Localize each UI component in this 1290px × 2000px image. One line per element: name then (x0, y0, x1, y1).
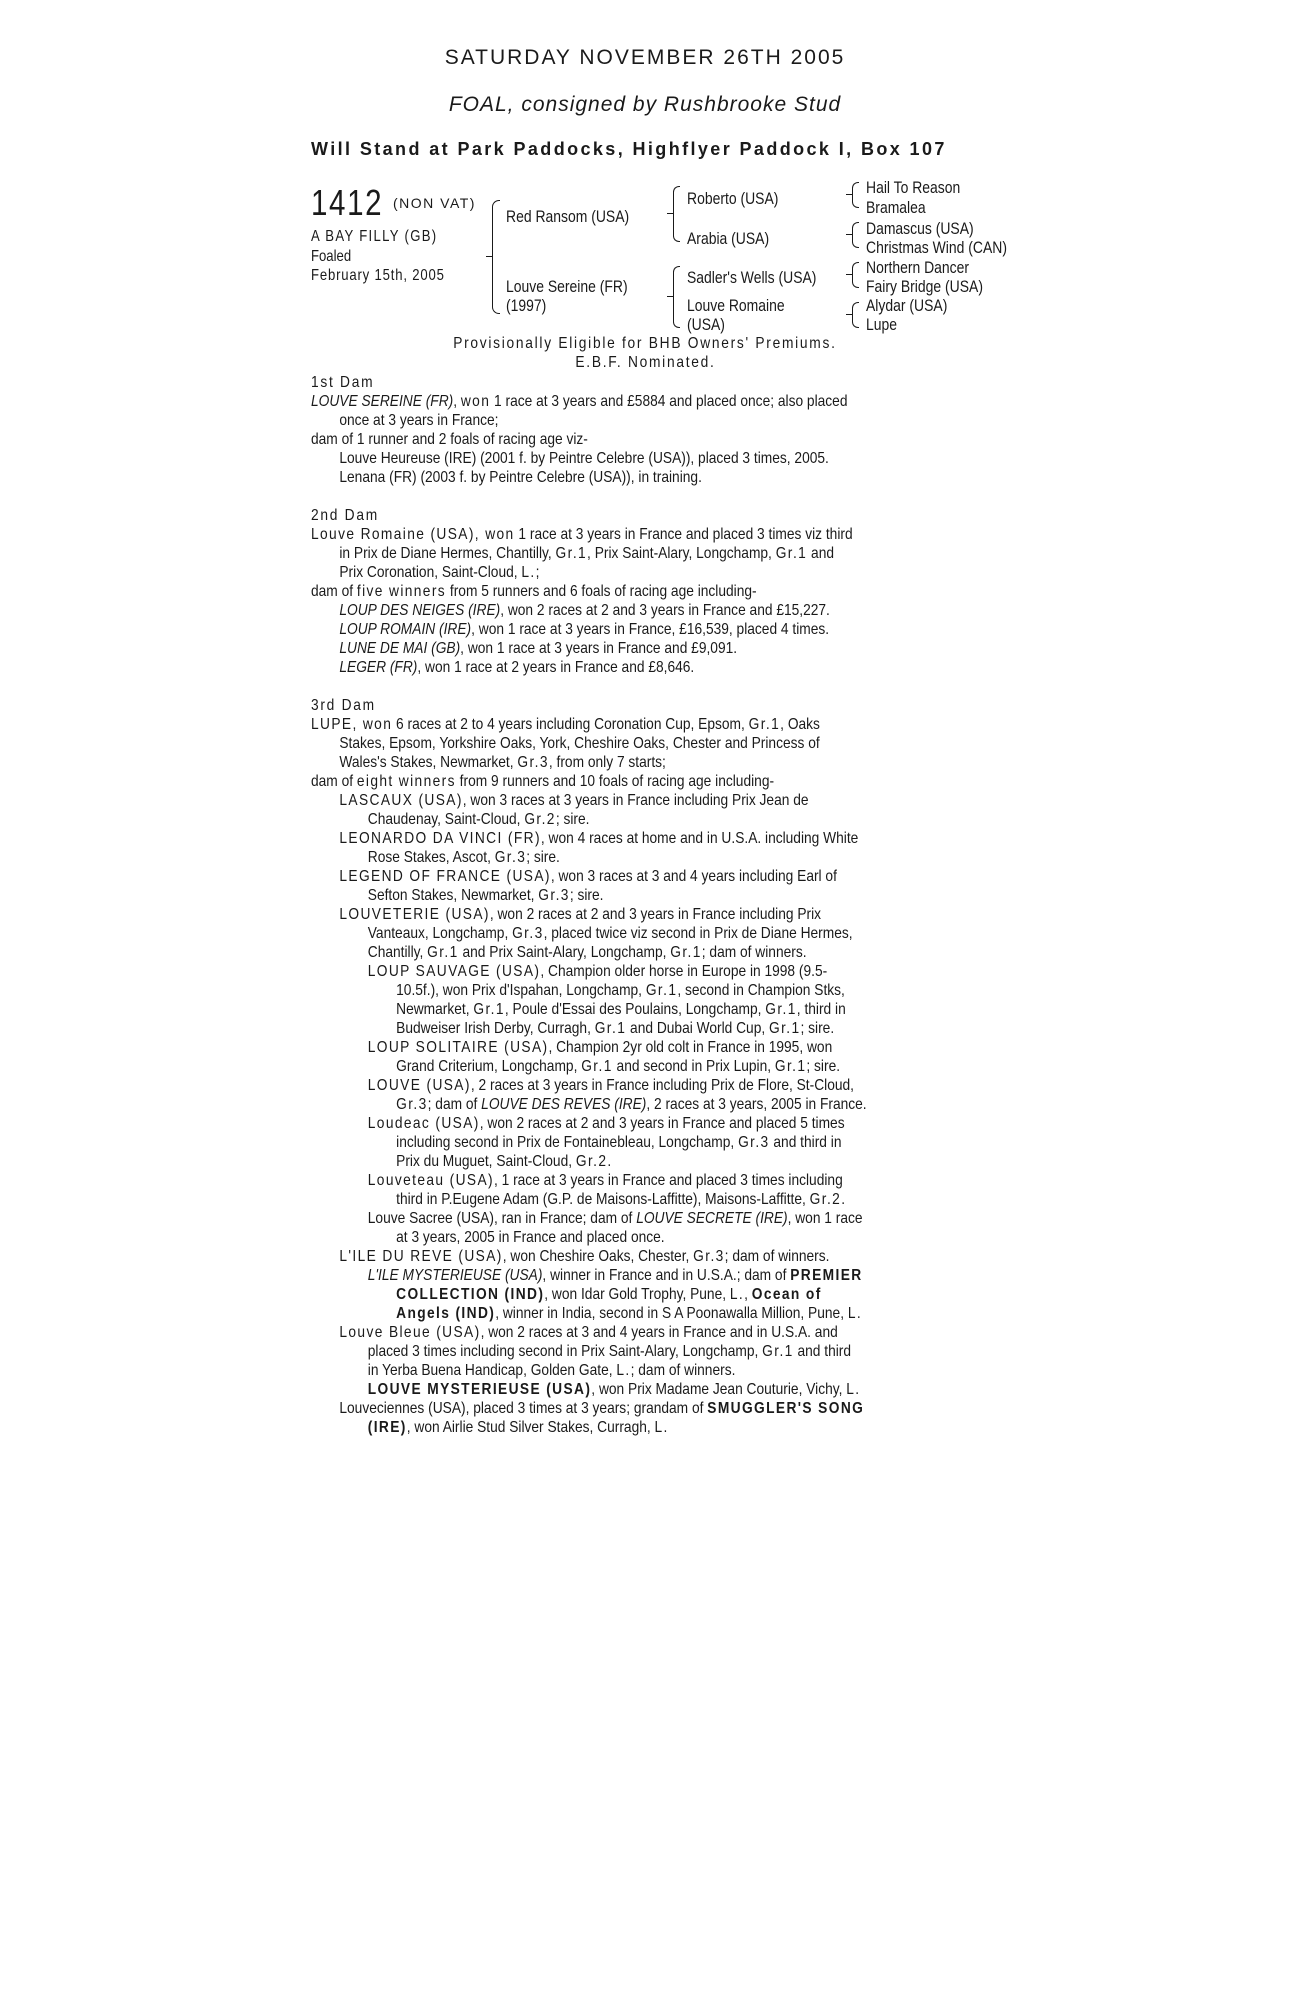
third-dam-produce: third in P.Eugene Adam (G.P. de Maisons-Laffitte), Maisons-Laffitte, Gr.2. (396, 1191, 846, 1208)
third-dam-produce: Vanteaux, Longchamp, Gr.3, placed twice viz second in Prix de Diane Hermes, (367, 925, 853, 942)
third-dam-produce: L'ILE MYSTERIEUSE (USA), winner in France and in U.S.A.; dam of PREMIER (367, 1267, 863, 1284)
pedigree-sire-dam: Arabia (USA) (687, 229, 770, 248)
lot-number: 1412 (311, 182, 384, 223)
pedigree-brace (492, 200, 500, 314)
pedigree-brace (673, 266, 680, 328)
third-dam-line: Wales's Stakes, Newmarket, Gr.3, from only 7 starts; (339, 754, 666, 771)
pedigree-brace (673, 186, 680, 242)
third-dam-produce: Newmarket, Gr.1, Poule d'Essai des Poulains, Longchamp, Gr.1, third in (396, 1001, 846, 1018)
pedigree-brace-tip (846, 274, 852, 275)
pedigree-brace-tip (846, 234, 852, 235)
third-dam-produce: 10.5f.), won Prix d'Ispahan, Longchamp, Gr.1, second in Champion Stks, (396, 982, 845, 999)
third-dam-produce: LEGEND OF FRANCE (USA), won 3 races at 3 and 4 years including Earl of (339, 868, 837, 885)
second-dam-line: Prix Coronation, Saint-Cloud, L.; (339, 564, 540, 581)
second-dam-heading: 2nd Dam (311, 507, 379, 524)
pedigree-brace (852, 182, 859, 208)
third-dam-produce: Louve Bleue (USA), won 2 races at 3 and 4 years in France and in U.S.A. and (339, 1324, 838, 1341)
third-dam-produce: Rose Stakes, Ascot, Gr.3; sire. (367, 849, 560, 866)
pedigree-g3-1: Hail To Reason (866, 178, 961, 197)
third-dam-produce: Loudeac (USA), won 2 races at 2 and 3 years in France and placed 5 times (367, 1115, 845, 1132)
pedigree-brace-tip (667, 296, 673, 297)
second-dam-line: dam of five winners from 5 runners and 6 foals of racing age including- (311, 583, 757, 600)
pedigree-brace (852, 262, 859, 288)
pedigree-dam-sire: Sadler's Wells (USA) (687, 268, 817, 287)
pedigree-sire-sire: Roberto (USA) (687, 189, 779, 208)
third-dam-produce: LOUP SAUVAGE (USA), Champion older horse in Europe in 1998 (9.5- (367, 963, 828, 980)
third-dam-line: Stakes, Epsom, Yorkshire Oaks, York, Cheshire Oaks, Chester and Princess of (339, 735, 820, 752)
third-dam-line: dam of eight winners from 9 runners and 10 foals of racing age including- (311, 773, 775, 790)
third-dam-produce: Gr.3; dam of LOUVE DES REVES (IRE), 2 races at 3 years, 2005 in France. (396, 1096, 867, 1113)
third-dam-produce: including second in Prix de Fontainebleau, Longchamp, Gr.3 and third in (396, 1134, 842, 1151)
third-dam-produce: LOUVE MYSTERIEUSE (USA), won Prix Madame Jean Couturie, Vichy, L. (367, 1381, 861, 1398)
pedigree-g3-2: Bramalea (866, 198, 926, 217)
foaled-date: February 15th, 2005 (311, 267, 445, 284)
third-dam-produce: LEONARDO DA VINCI (FR), won 4 races at home and in U.S.A. including White (339, 830, 859, 847)
pedigree-sire: Red Ransom (USA) (506, 207, 630, 226)
pedigree-brace (852, 222, 859, 248)
horse-description: A BAY FILLY (GB) (311, 228, 438, 245)
third-dam-produce: Chaudenay, Saint-Cloud, Gr.2; sire. (367, 811, 590, 828)
second-dam-produce: LUNE DE MAI (GB), won 1 race at 3 years in France and £9,091. (339, 640, 738, 657)
third-dam-produce: LOUVE (USA), 2 races at 3 years in France including Prix de Flore, St-Cloud, (367, 1077, 854, 1094)
third-dam-produce: in Yerba Buena Handicap, Golden Gate, L.; dam of winners. (367, 1362, 736, 1379)
third-dam-produce: L'ILE DU REVE (USA), won Cheshire Oaks, Chester, Gr.3; dam of winners. (339, 1248, 830, 1265)
pedigree-dam: Louve Sereine (FR) (506, 277, 628, 296)
third-dam-produce: LOUVETERIE (USA), won 2 races at 2 and 3 years in France including Prix (339, 906, 822, 923)
third-dam-produce: at 3 years, 2005 in France and placed once. (396, 1229, 665, 1246)
third-dam-produce: Chantilly, Gr.1 and Prix Saint-Alary, Longchamp, Gr.1; dam of winners. (367, 944, 807, 961)
second-dam-section (311, 506, 1091, 677)
pedigree-g3-3: Damascus (USA) (866, 219, 974, 238)
second-dam-produce: LEGER (FR), won 1 race at 2 years in France and £8,646. (339, 659, 695, 676)
sale-date: SATURDAY NOVEMBER 26TH 2005 (444, 46, 846, 69)
pedigree-dam-dam-origin: (USA) (687, 315, 725, 334)
consignment-line: FOAL, consigned by Rushbrooke Stud (448, 93, 842, 116)
first-dam-produce: Lenana (FR) (2003 f. by Peintre Celebre (USA)), in training. (339, 469, 702, 486)
pedigree-brace (852, 302, 859, 328)
second-dam-line: Louve Romaine (USA), won 1 race at 3 years in France and placed 3 times viz third (311, 526, 853, 543)
third-dam-produce: Angels (IND), winner in India, second in S A Poonawalla Million, Pune, L. (396, 1305, 863, 1322)
third-dam-produce: Budweiser Irish Derby, Curragh, Gr.1 and Dubai World Cup, Gr.1; sire. (396, 1020, 835, 1037)
third-dam-section (311, 696, 1091, 1437)
pedigree-brace-tip (667, 213, 673, 214)
third-dam-produce: Grand Criterium, Longchamp, Gr.1 and second in Prix Lupin, Gr.1; sire. (396, 1058, 841, 1075)
third-dam-produce: Sefton Stakes, Newmarket, Gr.3; sire. (367, 887, 604, 904)
third-dam-line: LUPE, won 6 races at 2 to 4 years including Coronation Cup, Epsom, Gr.1, Oaks (311, 716, 820, 733)
second-dam-line: in Prix de Diane Hermes, Chantilly, Gr.1, Prix Saint-Alary, Longchamp, Gr.1 and (339, 545, 835, 562)
pedigree-g3-4: Christmas Wind (CAN) (866, 238, 1007, 257)
third-dam-produce: Louve Sacree (USA), ran in France; dam of LOUVE SECRETE (IRE), won 1 race (367, 1210, 863, 1227)
first-dam-produce: Louve Heureuse (IRE) (2001 f. by Peintre Celebre (USA)), placed 3 times, 2005. (339, 450, 829, 467)
second-dam-produce: LOUP ROMAIN (IRE), won 1 race at 3 years in France, £16,539, placed 4 times. (339, 621, 830, 638)
third-dam-produce: placed 3 times including second in Prix Saint-Alary, Longchamp, Gr.1 and third (367, 1343, 852, 1360)
first-dam-line: LOUVE SEREINE (FR), won 1 race at 3 years and £5884 and placed once; also placed (311, 393, 848, 410)
first-dam-heading: 1st Dam (311, 374, 375, 391)
foaled-label: Foaled (311, 248, 352, 265)
third-dam-produce: LOUP SOLITAIRE (USA), Champion 2yr old colt in France in 1995, won (367, 1039, 833, 1056)
third-dam-produce: LASCAUX (USA), won 3 races at 3 years in France including Prix Jean de (339, 792, 809, 809)
pedigree-g3-7: Alydar (USA) (866, 296, 948, 315)
vat-status: (NON VAT) (393, 195, 476, 211)
first-dam-section (311, 373, 1091, 487)
pedigree-brace-tip (846, 194, 852, 195)
pedigree-dam-year: (1997) (506, 296, 547, 315)
third-dam-heading: 3rd Dam (311, 697, 376, 714)
pedigree-dam-dam: Louve Romaine (687, 296, 785, 315)
third-dam-produce: Louveciennes (USA), placed 3 times at 3 years; grandam of SMUGGLER'S SONG (339, 1400, 865, 1417)
pedigree-brace-tip (486, 256, 492, 257)
pedigree-g3-5: Northern Dancer (866, 258, 970, 277)
stand-location: Will Stand at Park Paddocks, Highflyer Paddock I, Box 107 (311, 139, 947, 159)
third-dam-produce: (IRE), won Airlie Stud Silver Stakes, Curragh, L. (367, 1419, 669, 1436)
pedigree-brace-tip (846, 314, 852, 315)
first-dam-line: once at 3 years in France; (339, 412, 499, 429)
first-dam-line: dam of 1 runner and 2 foals of racing age viz- (311, 431, 588, 448)
pedigree-g3-6: Fairy Bridge (USA) (866, 277, 983, 296)
premium-eligibility: Provisionally Eligible for BHB Owners' Premiums. (453, 335, 837, 352)
third-dam-produce: Prix du Muguet, Saint-Cloud, Gr.2. (396, 1153, 612, 1170)
third-dam-produce: Louveteau (USA), 1 race at 3 years in France and placed 3 times including (367, 1172, 843, 1189)
second-dam-produce: LOUP DES NEIGES (IRE), won 2 races at 2 and 3 years in France and £15,227. (339, 602, 830, 619)
pedigree-g3-8: Lupe (866, 315, 898, 334)
ebf-nomination: E.B.F. Nominated. (574, 354, 716, 371)
third-dam-produce: COLLECTION (IND), won Idar Gold Trophy, Pune, L., Ocean of (396, 1286, 822, 1303)
